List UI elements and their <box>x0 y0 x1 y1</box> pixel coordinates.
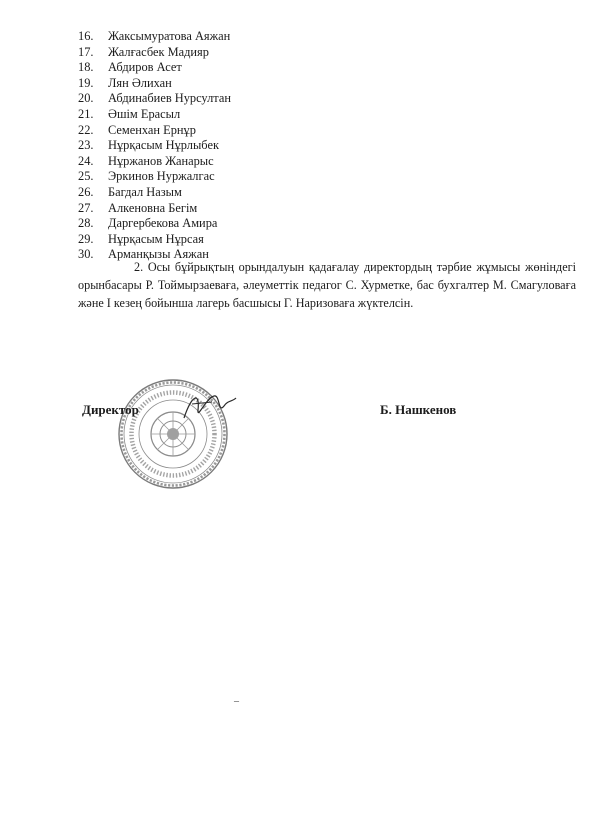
list-item <box>78 123 231 139</box>
list-item <box>78 76 231 92</box>
item-name: Нұрқасым Нұрсая <box>108 231 204 246</box>
order-paragraph: 2. Осы бұйрықтың орындалуын қадағалау директордың тәрбие жұмысы жөніндегі орынбасары Р. Тоймырзаеваға, әлеуметтік педагог С. Хурметке, бас бухгалтер М. Смагуловаға және І кезең бойынша лагерь басшысы Г. Наризоваға жүктелсін. <box>78 260 576 310</box>
page-mark: – <box>234 696 239 707</box>
item-number: 17. <box>78 44 94 59</box>
director-name: Б. Нашкенов <box>380 402 457 417</box>
list-item <box>78 138 231 154</box>
item-number: 18. <box>78 60 94 75</box>
item-name: Багдал Назым <box>108 184 182 199</box>
item-name: Нұрқасым Нұрлыбек <box>108 138 219 153</box>
list-item <box>78 185 231 201</box>
item-name: Әшім Ерасыл <box>108 106 181 121</box>
item-name: Нұржанов Жанарыс <box>108 153 214 168</box>
item-number: 23. <box>78 138 94 153</box>
item-number: 24. <box>78 153 94 168</box>
item-name: Семенхан Ернұр <box>108 122 196 137</box>
item-number: 16. <box>78 29 94 43</box>
item-name: Жалғасбек Мадияр <box>108 44 209 59</box>
item-name: Арманқызы Аяжан <box>108 247 209 262</box>
item-name: Даргербекова Амира <box>108 216 218 231</box>
item-name: Жаксымуратова Аяжан <box>108 29 231 43</box>
item-name: Эркинов Нуржалгас <box>108 169 215 184</box>
list-item <box>78 232 231 248</box>
list-item <box>78 45 231 61</box>
student-list <box>78 29 231 263</box>
item-name: Алкеновна Бегім <box>108 200 198 215</box>
item-name: Абдинабиев Нурсултан <box>108 91 231 106</box>
list-item <box>78 201 231 217</box>
item-number: 29. <box>78 231 94 246</box>
item-name: Абдиров Асет <box>108 60 182 75</box>
item-number: 21. <box>78 106 94 121</box>
list-item <box>78 154 231 170</box>
item-number: 28. <box>78 216 94 231</box>
item-number: 19. <box>78 75 94 90</box>
signature-scribble-icon <box>178 388 240 428</box>
item-name: Лян Әлихан <box>108 75 172 90</box>
director-label: Директор <box>82 402 139 417</box>
list-item <box>78 91 231 107</box>
item-number: 30. <box>78 247 94 262</box>
list-item <box>78 107 231 123</box>
item-number: 26. <box>78 184 94 199</box>
list-item <box>78 169 231 185</box>
list-item <box>78 29 231 45</box>
item-number: 22. <box>78 122 94 137</box>
item-number: 27. <box>78 200 94 215</box>
item-number: 20. <box>78 91 94 106</box>
item-number: 25. <box>78 169 94 184</box>
list-item <box>78 216 231 232</box>
list-item <box>78 60 231 76</box>
